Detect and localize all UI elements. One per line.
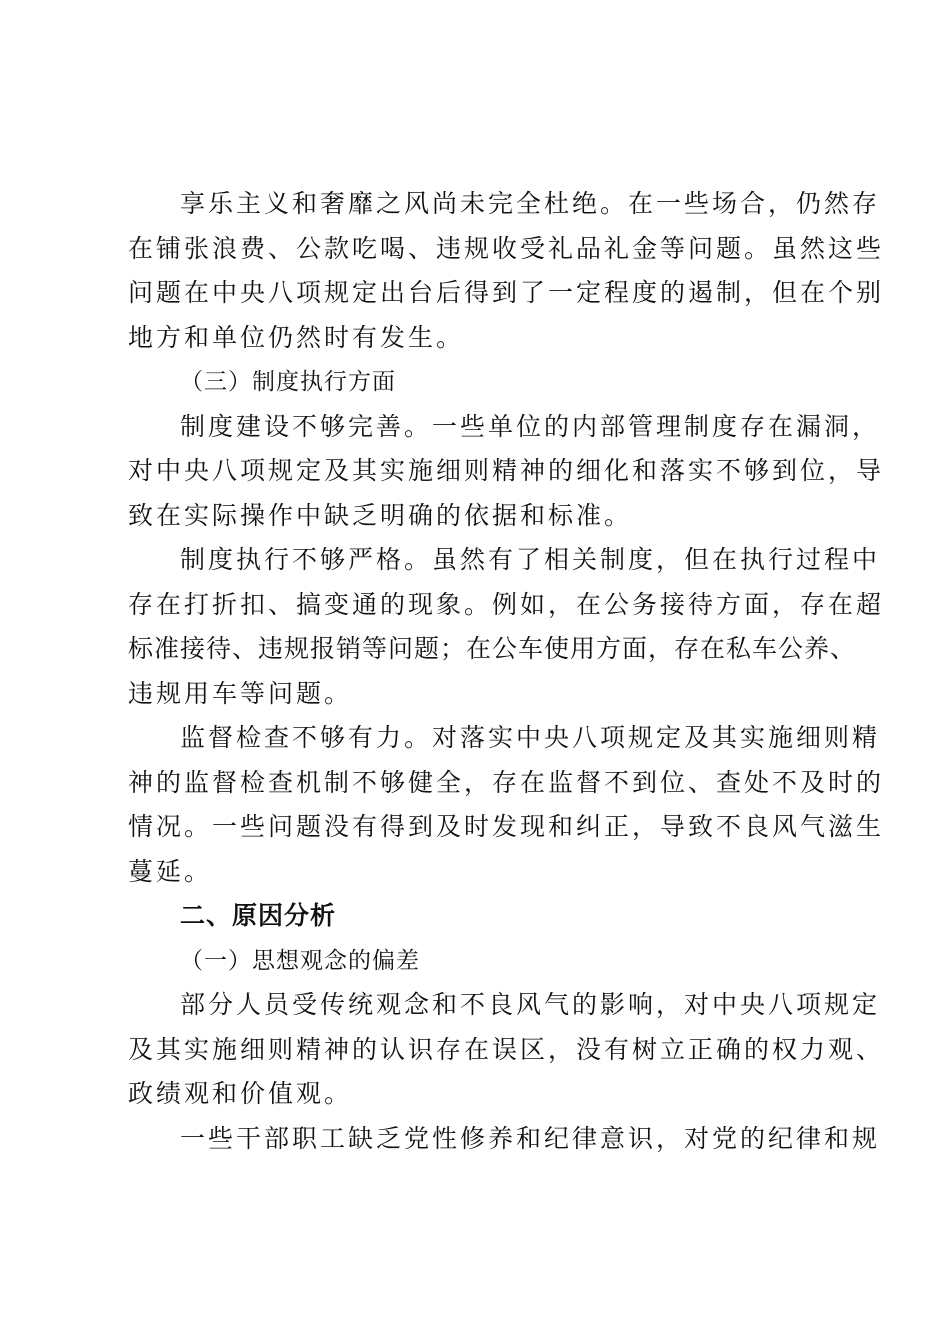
document-body xyxy=(128,182,885,1161)
paragraph-line: 问题在中央八项规定出台后得到了一定程度的遏制，但在个别 xyxy=(128,278,885,307)
paragraph-line: 制度建设不够完善。一些单位的内部管理制度存在漏洞， xyxy=(180,411,881,441)
section-heading: 二、原因分析 xyxy=(180,901,337,930)
paragraph-line: 致在实际操作中缺乏明确的依据和标准。 xyxy=(128,500,633,530)
paragraph-line: 一些干部职工缺乏党性修养和纪律意识，对党的纪律和规 xyxy=(180,1123,881,1153)
paragraph-line: 神的监督检查机制不够健全，存在监督不到位、查处不及时的 xyxy=(128,767,885,797)
paragraph-line: 标准接待、违规报销等问题；在公车使用方面，存在私车公养、 xyxy=(128,634,857,663)
paragraph-line: 在铺张浪费、公款吃喝、违规收受礼品礼金等问题。虽然这些 xyxy=(128,233,885,263)
paragraph-line: 存在打折扣、搞变通的现象。例如，在公务接待方面，存在超 xyxy=(128,589,885,619)
paragraph-line: 及其实施细则精神的认识存在误区，没有树立正确的权力观、 xyxy=(128,1034,885,1064)
paragraph-line: 监督检查不够有力。对落实中央八项规定及其实施细则精 xyxy=(180,723,881,752)
subsection-heading: （一）思想观念的偏差 xyxy=(180,947,420,974)
paragraph-line: 政绩观和价值观。 xyxy=(128,1079,353,1108)
paragraph-line: 制度执行不够严格。虽然有了相关制度，但在执行过程中 xyxy=(180,545,881,574)
subsection-heading: （三）制度执行方面 xyxy=(180,369,396,395)
paragraph-line: 违规用车等问题。 xyxy=(128,678,353,708)
paragraph-line: 享乐主义和奢靡之风尚未完全杜绝。在一些场合，仍然存 xyxy=(180,189,881,218)
paragraph-line: 对中央八项规定及其实施细则精神的细化和落实不够到位，导 xyxy=(128,456,885,485)
paragraph-line: 情况。一些问题没有得到及时发现和纠正，导致不良风气滋生 xyxy=(128,812,885,841)
paragraph-line: 蔓延。 xyxy=(128,856,213,886)
paragraph-line: 部分人员受传统观念和不良风气的影响，对中央八项规定 xyxy=(180,990,881,1019)
paragraph-line: 地方和单位仍然时有发生。 xyxy=(128,322,465,352)
